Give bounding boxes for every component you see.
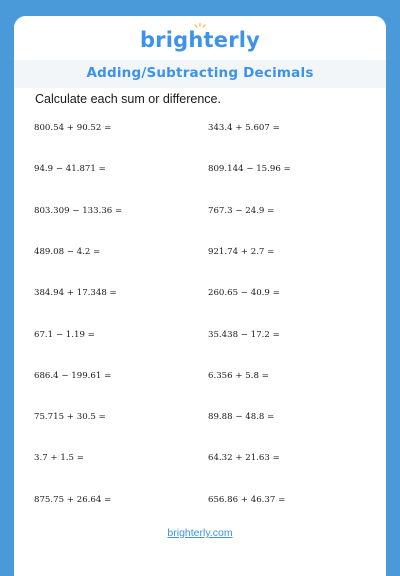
problem-right-1: 343.4 + 5.607 = [208,123,280,133]
problem-right-2: 809.144 − 15.96 = [208,164,291,175]
problem-left-4: 489.08 − 4.2 = [34,246,101,257]
worksheet-title: Adding/Subtracting Decimals [86,65,314,81]
problem-right-6: 35.438 − 17.2 = [208,329,280,340]
instructions: Calculate each sum or difference. [35,92,221,106]
footer-link[interactable]: brighterly.com [167,527,233,539]
problem-left-2: 94.9 − 41.871 = [34,164,106,175]
problem-left-10: 875.75 + 26.64 = [34,494,112,505]
problem-left-6: 67.1 − 1.19 = [34,329,95,340]
problem-right-10: 656.86 + 46.37 = [208,494,286,505]
problem-left-3: 803.309 − 133.36 = [34,205,123,216]
problem-left-8: 75.715 + 30.5 = [34,412,106,423]
problem-right-7: 6.356 + 5.8 = [208,370,269,381]
problem-right-3: 767.3 − 24.9 = [208,205,275,216]
problem-left-1: 800.54 + 90.52 = [34,123,112,133]
problem-left-9: 3.7 + 1.5 = [34,453,84,464]
problem-left-7: 686.4 − 199.61 = [34,370,112,381]
problem-right-9: 64.32 + 21.63 = [208,453,280,464]
problem-right-5: 260.65 − 40.9 = [208,288,280,299]
brighterly-logo: brighterly [139,28,261,52]
problem-right-8: 89.88 − 48.8 = [208,412,275,423]
problem-right-4: 921.74 + 2.7 = [208,246,275,257]
worksheet-page [14,16,386,576]
problem-left-5: 384.94 + 17.348 = [34,288,117,299]
